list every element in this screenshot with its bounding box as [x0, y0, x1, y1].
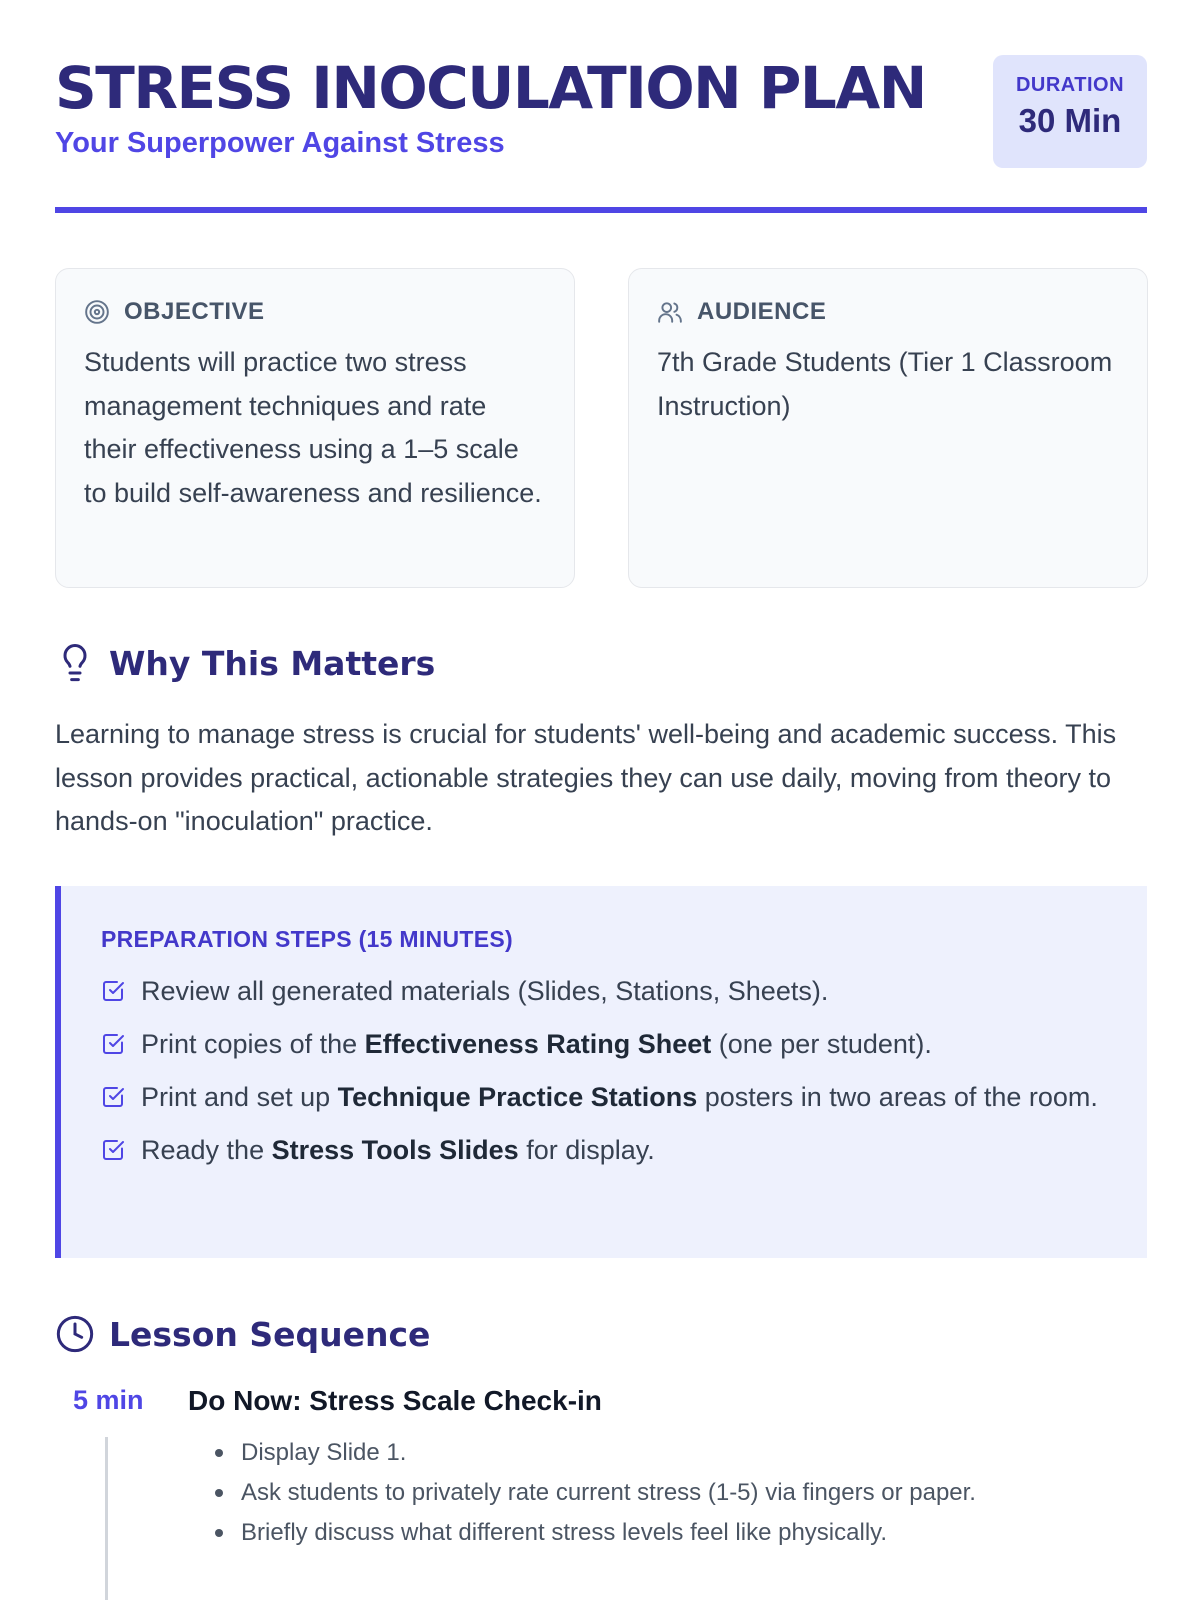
preparation-item: Print copies of the Effectiveness Rating Sheet (one per student).	[101, 1024, 1107, 1064]
target-icon	[84, 299, 110, 325]
duration-value: 30 Min	[1018, 102, 1122, 139]
duration-badge	[993, 55, 1147, 168]
preparation-item: Review all generated materials (Slides, Stations, Sheets).	[101, 971, 1107, 1011]
why-text: Learning to manage stress is crucial for students' well-being and academic success. This lesson provides practical, actionable strategies they can use daily, moving from theory to hands-on "inoculation" practice.	[55, 719, 1117, 836]
sequence-title: Lesson Sequence	[109, 1314, 431, 1354]
audience-title: AUDIENCE	[697, 298, 827, 325]
page-subtitle: Your Superpower Against Stress	[55, 127, 505, 159]
duration-label: DURATION	[1015, 74, 1125, 96]
audience-text: 7th Grade Students (Tier 1 Classroom Instruction)	[657, 347, 1113, 421]
sequence-time: 5 min	[73, 1385, 144, 1415]
preparation-title: PREPARATION STEPS (15 MINUTES)	[101, 926, 513, 952]
why-title: Why This Matters	[109, 643, 436, 683]
users-icon	[657, 299, 683, 325]
sequence-heading	[55, 1314, 430, 1354]
sequence-bullet: Briefly discuss what different stress levels feel like physically.	[215, 1513, 976, 1553]
preparation-box	[55, 886, 1147, 1258]
page-title: STRESS INOCULATION PLAN	[55, 54, 926, 122]
sequence-bullet: Display Slide 1.	[215, 1433, 976, 1473]
preparation-item: Ready the Stress Tools Slides for display.	[101, 1130, 1107, 1170]
sequence-bullet: Ask students to privately rate current stress (1-5) via fingers or paper.	[215, 1473, 976, 1513]
page-header	[55, 55, 1147, 215]
objective-card	[55, 268, 575, 588]
audience-card	[628, 268, 1148, 588]
sequence-item-title: Do Now: Stress Scale Check-in	[188, 1385, 602, 1416]
checkbox-icon	[101, 979, 125, 1003]
preparation-list	[101, 971, 1107, 1170]
sequence-bullets	[215, 1433, 976, 1553]
header-divider	[55, 207, 1147, 213]
checkbox-icon	[101, 1085, 125, 1109]
preparation-item: Print and set up Technique Practice Stations posters in two areas of the room.	[101, 1077, 1107, 1117]
timeline-line	[105, 1437, 108, 1600]
checkbox-icon	[101, 1032, 125, 1056]
objective-text: Students will practice two stress management techniques and rate their effectiveness using a 1–5 scale to build self-awareness and resilience.	[84, 347, 542, 508]
objective-title: OBJECTIVE	[124, 298, 265, 325]
lightbulb-icon	[55, 643, 95, 683]
checkbox-icon	[101, 1138, 125, 1162]
clock-icon	[55, 1314, 95, 1354]
why-heading	[55, 643, 435, 683]
